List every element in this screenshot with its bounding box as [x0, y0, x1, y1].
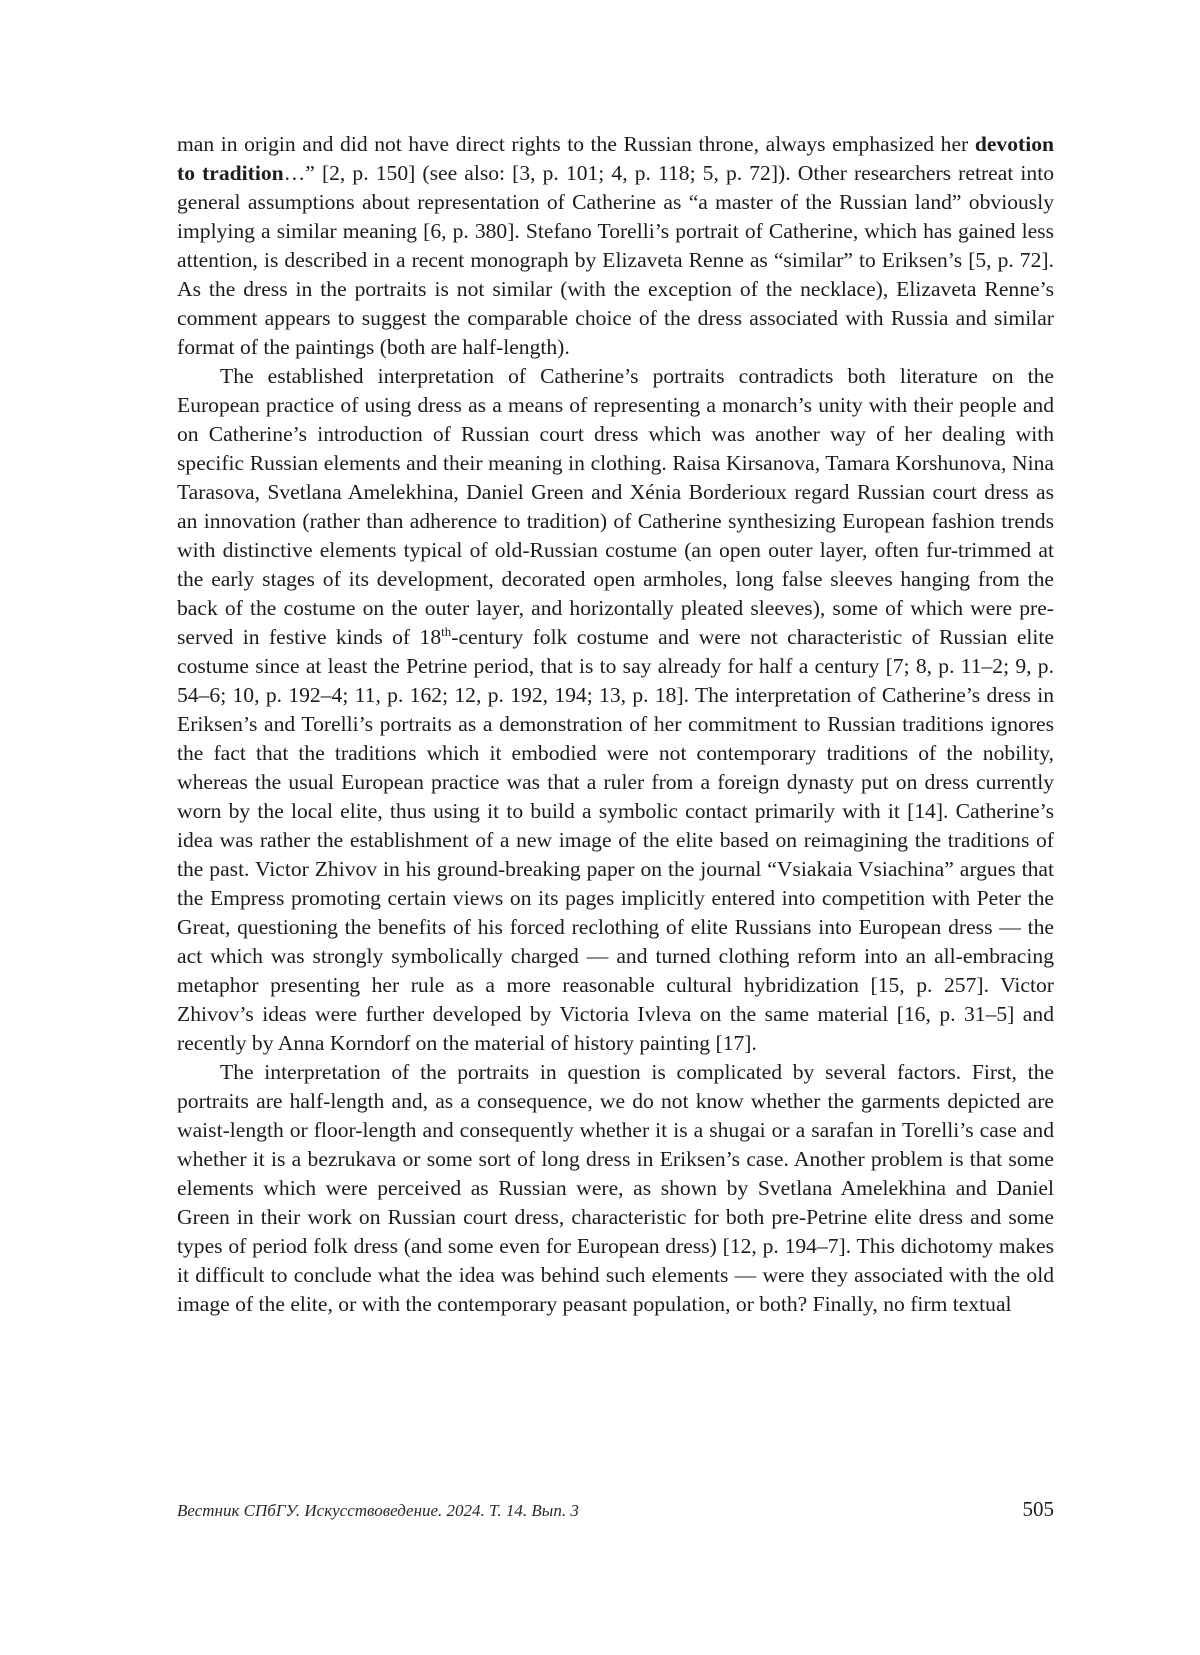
- emphasis-devotion-to-tradition: devotion to tradition: [177, 132, 1054, 185]
- page-number: 505: [1022, 1497, 1054, 1521]
- page-footer: [177, 1497, 1054, 1527]
- superscript-th: th: [441, 623, 452, 639]
- paragraph-3: The interpretation of the portraits in question is complicated by several factors. First, the portraits are half-length and, as a consequence, we do not know whether the garments depicted are waist-length or floor-length and consequently whether it is a shugai or a sarafan in Torelli’s case and whether it is a bezrukava or some sort of long dress in Eriksen’s case. Another problem is that some elements which were perceived as Russian were, as shown by Svetlana Amelekhina and Daniel Green in their work on Russian court dress, characteristic for both pre-Petrine elite dress and some types of period folk dress (and some even for European dress) [12, p. 194–7]. This dichotomy makes it difficult to conclude what the idea was behind such elements — were they associated with the old image of the elite, or with the contemporary peasant population, or both? Finally, no firm textual: [177, 1060, 1054, 1316]
- paragraph-1-part-2: …” [2, p. 150] (see also: [3, p. 101; 4, p. 118; 5, p. 72]). Other researchers retreat into general assumptions about representation of Catherine as “a master of the Russian land” obviously implying a similar meaning [6, p. 380]. Stefano Torelli’s portrait of Catherine, which has gained less attention, is described in a recent monograph by Elizaveta Renne as “similar” to Eriksen’s [5, p. 72]. As the dress in the portraits is not similar (with the exception of the necklace), Elizaveta Renne’s comment appears to suggest the comparable choice of the dress associated with Russia and similar format of the paintings (both are half-length).: [177, 161, 1055, 359]
- paragraph-2: [177, 362, 1054, 1058]
- body-text: [177, 130, 1054, 1319]
- paragraph-1: [177, 130, 1054, 362]
- paragraph-2-part-2: -century folk costume and were not characteristic of Russian elite costume since at least the Petrine period, that is to say already for half a century [7; 8, p. 11–2; 9, p. 54–6; 10, p. 192–4; 11, p. 162; 12, p. 192, 194; 13, p. 18]. The interpretation of Catherine’s dress in Eriksen’s and Torelli’s portraits as a demonstration of her commitment to Russian traditions ignores the fact that the traditions which it embodied were not contemporary traditions of the nobility, whereas the usual European practice was that a ruler from a foreign dynasty put on dress currently worn by the local elite, thus using it to build a symbolic contact primarily with it [14]. Catherine’s idea was rather the establishment of a new image of the elite based on reimagining the traditions of the past. Victor Zhivov in his ground-breaking paper on the journal “Vsiakaia Vsiachina” argues that the Empress promoting certain views on its pages implicitly entered into competition with Peter the Great, questioning the benefits of his forced reclothing of elite Russians into European dress — the act which was strongly symbolically charged — and turned clothing reform into an all-embracing metaphor presenting her rule as a more reasonable cultural hybridization [15, p. 257]. Victor Zhivov’s ideas were further developed by Victoria Ivleva on the same material [16, p. 31–5] and recently by Anna Korndorf on the material of history painting [17].: [177, 625, 1054, 1055]
- journal-citation: Вестник СПбГУ. Искусствоведение. 2024. Т. 14. Вып. 3: [177, 1501, 579, 1520]
- paragraph-1-part-1: man in origin and did not have direct rights to the Russian throne, always emphasized her: [177, 132, 975, 156]
- paragraph-2-part-1: The established interpretation of Catherine’s portraits contradicts both literature on the European practice of using dress as a means of representing a monarch’s unity with their people and on Catherine’s introduction of Russian court dress which was another way of her dealing with specific Russian elements and their meaning in clothing. Raisa Kirsanova, Tamara Korshunova, Nina Tarasova, Svetlana Amelekhina, Daniel Green and Xénia Borderioux regard Russian court dress as an innovation (rather than adherence to tradition) of Catherine synthesizing European fashion trends with distinctive elements typical of old-Russian costume (an open outer layer, often fur-trimmed at the early stages of its development, decorated open armholes, long false sleeves hanging from the back of the costume on the outer layer, and horizontally pleated sleeves), some of which were preserved in festive kinds of 18: [177, 364, 1054, 649]
